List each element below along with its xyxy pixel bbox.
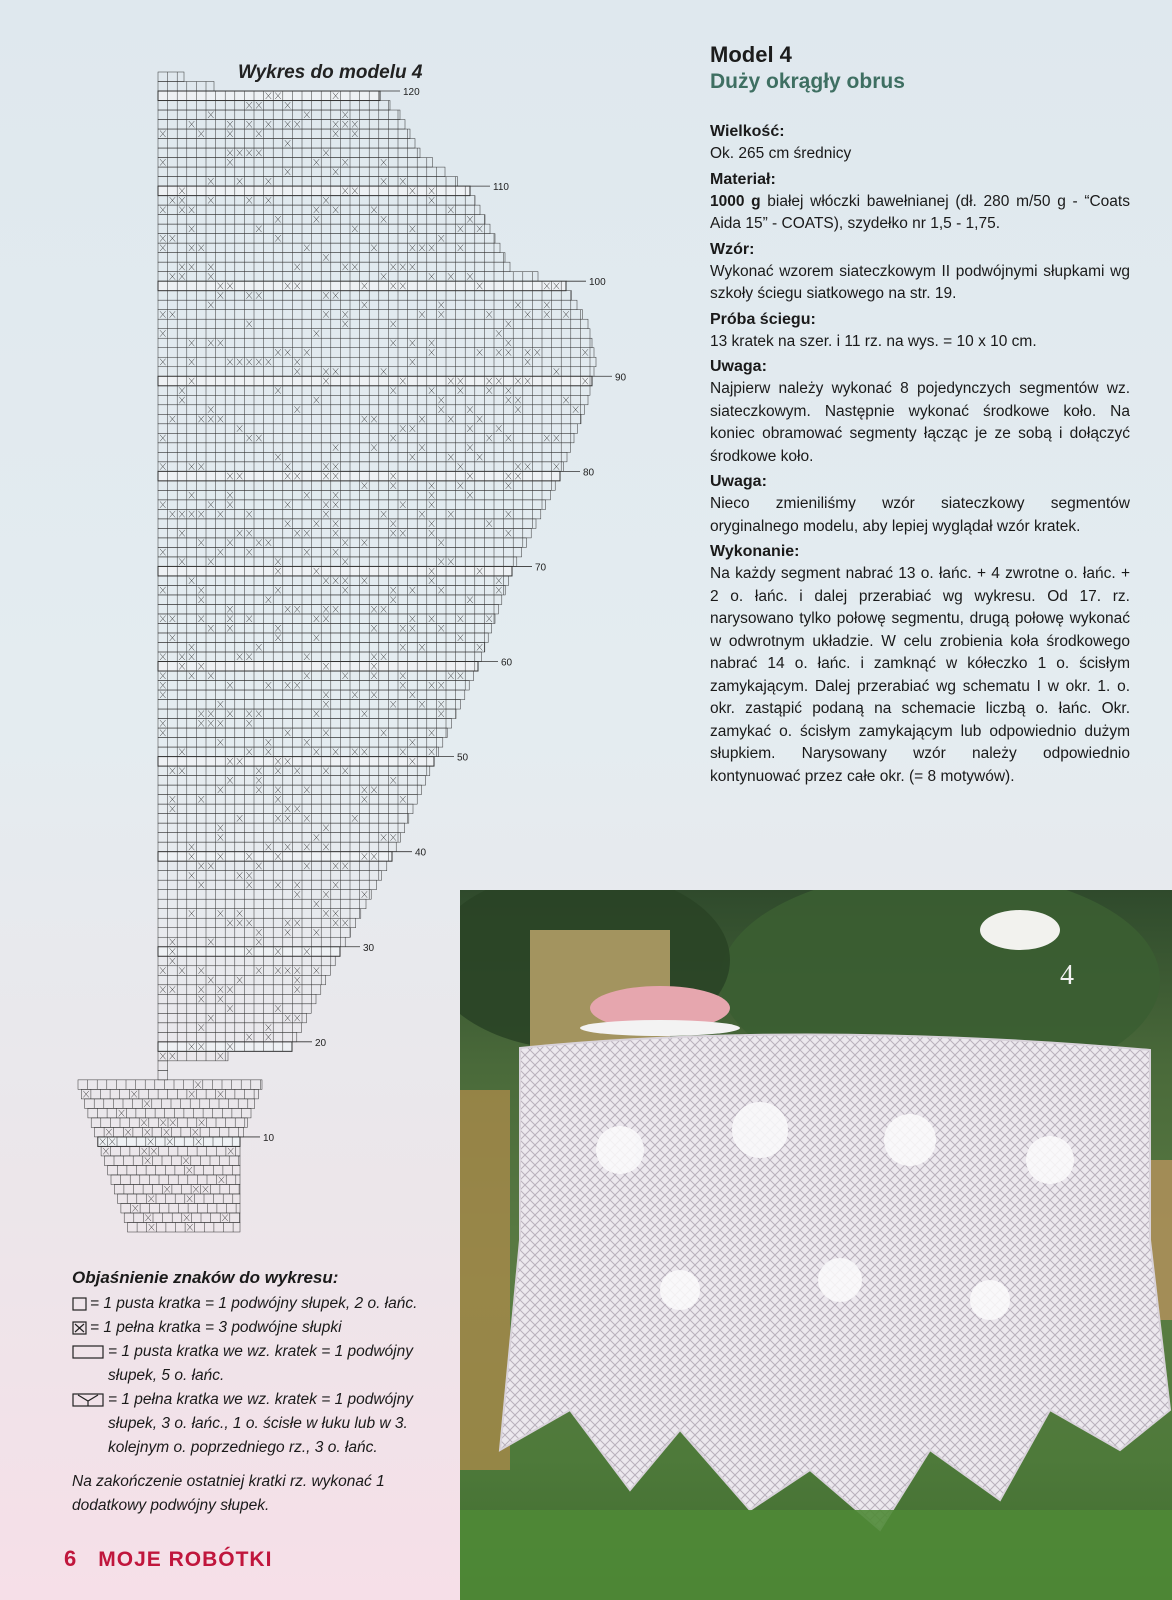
chart-row-cells [168, 795, 408, 805]
section-body-note-2: Nieco zmieniliśmy wzór siateczkowy segmentów oryginalnego modelu, aby lepiej wyglądał wzór kratek. [710, 495, 1130, 535]
chart-row-cells [160, 310, 580, 320]
chart-row-cells [137, 1223, 233, 1233]
chart-row-cells [168, 424, 571, 434]
chart-row-cells [168, 120, 398, 130]
chart-row [158, 833, 400, 843]
filled-square-icon [72, 1321, 88, 1335]
chart-row [158, 376, 592, 386]
article [710, 42, 1130, 790]
chart-row-cells [168, 700, 456, 710]
chart-row [158, 110, 400, 120]
chart-row [158, 956, 335, 966]
chart-row [158, 766, 430, 776]
chart-row-cells [160, 433, 571, 443]
chart-row [158, 490, 550, 500]
chart-row [114, 1184, 240, 1194]
legend-text: = 1 pełna kratka we wz. kratek = 1 podwójny słupek, 3 o. łańc., 1 o. ścisłe w łuku lub w 3. kolejnym o. poprzedniego rz., 3 o. łańc. [108, 1391, 413, 1456]
chart-row-cells [168, 595, 494, 605]
chart-row-cells [168, 605, 494, 615]
chart-row-cells [168, 861, 379, 871]
chart-row-cells [168, 1023, 293, 1033]
chart-row-cells [168, 804, 408, 814]
chart-row [158, 585, 505, 595]
material-text: białej włóczki bawełnianej (dł. 280 m/50 g - “Coats Aida 15” - COATS), szydełko nr 1,5 - 1,75. [710, 192, 1130, 232]
photo-number: 4 [1060, 960, 1074, 991]
legend-note: Na zakończenie ostatniej kratki rz. wykonać 1 dodatkowy podwójny słupek. [72, 1473, 385, 1514]
chart-row-cells [168, 148, 418, 158]
chart-row-cells [168, 110, 398, 120]
chart-row [128, 1222, 241, 1232]
row-label: 100 [589, 277, 606, 289]
section-head-material: Materiał: [710, 170, 776, 188]
chart-row-cells [168, 338, 590, 348]
chart-row-cells [168, 576, 504, 586]
chart-row [158, 985, 321, 995]
section-head-gauge: Próba ściegu: [710, 310, 816, 328]
chart-row [158, 414, 581, 424]
chart-row [158, 101, 390, 111]
chart-row-cells [168, 262, 504, 272]
chart-row-cells [168, 1004, 302, 1014]
chart-row [81, 1089, 258, 1099]
chart-row [158, 681, 469, 691]
chart-row-cells [160, 614, 494, 624]
chart-row [158, 823, 405, 833]
chart-row [158, 424, 578, 434]
chart-row [158, 918, 356, 928]
chart-row-cells [168, 909, 360, 919]
chart-row-cells [168, 272, 533, 282]
chart-row-cells [168, 1013, 302, 1023]
chart-row-cells [168, 167, 437, 177]
chart-row-cells [117, 1165, 232, 1175]
row-label: 10 [263, 1132, 275, 1144]
chart-row [158, 129, 410, 139]
chart-row [158, 310, 583, 320]
legend-item-filled-square [72, 1316, 462, 1340]
chart-row [158, 234, 495, 244]
filled-wide-icon [72, 1393, 106, 1407]
chart-row-cells [168, 471, 552, 481]
chart-row-cells [168, 738, 437, 748]
chart-row [158, 652, 481, 662]
chart-row-cells [168, 443, 562, 453]
chart-row [91, 1118, 247, 1128]
row-label: 110 [493, 182, 509, 194]
chart-row-cells [168, 975, 322, 985]
chart-row-cells [168, 196, 475, 206]
chart-row [158, 785, 421, 795]
chart-row [158, 367, 594, 377]
chart-row [108, 1165, 240, 1175]
chart-row-cells [168, 72, 178, 82]
section-body-size: Ok. 265 cm średnicy [710, 145, 852, 162]
chart-row-cells [168, 300, 571, 310]
chart-row-cells [168, 82, 206, 92]
chart-row-cells [168, 414, 581, 424]
chart-row [158, 614, 495, 624]
chart-row [158, 899, 366, 909]
legend-item-empty-square [72, 1292, 462, 1316]
chart-row [101, 1146, 240, 1156]
chart-row-cells [168, 842, 389, 852]
chart-row [158, 747, 438, 757]
chart-row [158, 386, 590, 396]
chart-row [158, 890, 371, 900]
chart-row-cells [168, 519, 533, 529]
chart-row [158, 120, 405, 130]
chart-row [121, 1203, 240, 1213]
chart-row [158, 776, 426, 786]
section-head-pattern: Wzór: [710, 240, 755, 258]
chart-row-cells [134, 1213, 240, 1223]
chart-row [158, 82, 214, 92]
chart-row [158, 395, 588, 405]
chart-row [158, 861, 387, 871]
chart-row-cells [168, 101, 389, 111]
chart-row-cells [168, 994, 312, 1004]
chart-legend [72, 1268, 462, 1518]
chart-row [158, 272, 538, 282]
chart-row-cells [160, 158, 427, 168]
chart-row-cells [168, 490, 542, 500]
chart-row-cells [168, 557, 514, 567]
chart-row-cells [104, 1127, 238, 1137]
chart-row [78, 1080, 262, 1090]
chart-row-cells [168, 528, 523, 538]
section-head-size: Wielkość: [710, 123, 785, 140]
section-body-material [710, 191, 1130, 236]
chart-row-cells [98, 1108, 242, 1118]
chart-row-cells [168, 1032, 293, 1042]
chart-row-cells [160, 728, 446, 738]
chart-row [158, 196, 475, 206]
chart-row-cells [168, 538, 523, 548]
chart-row [158, 462, 564, 472]
chart-row [158, 481, 555, 491]
chart-row [158, 937, 345, 947]
chart-row [158, 224, 490, 234]
chart-row [158, 538, 526, 548]
chart-row-cells [168, 747, 437, 757]
chart-row-cells [160, 966, 321, 976]
chart-row [158, 1013, 306, 1023]
chart-row-cells [83, 1089, 254, 1099]
chart-row [158, 633, 488, 643]
chart-row-cells [114, 1156, 239, 1166]
chart-row-cells [168, 776, 418, 786]
chart-row [158, 443, 571, 453]
section-head-note-2: Uwaga: [710, 473, 767, 490]
chart-row [158, 842, 396, 852]
chart-row-cells [168, 890, 370, 900]
chart-row [158, 1051, 228, 1061]
chart-row [158, 500, 546, 510]
model-subtitle: Duży okrągły obrus [710, 70, 905, 93]
chart-row [158, 1061, 168, 1071]
chart-row [158, 595, 502, 605]
empty-square-icon [72, 1297, 88, 1311]
row-label: 120 [403, 87, 420, 99]
material-weight: 1000 g [710, 192, 761, 210]
legend-item-filled-wide [72, 1388, 462, 1460]
chart-row-cells [168, 928, 350, 938]
chart-row-cells [160, 243, 494, 253]
chart-row-cells [168, 452, 562, 462]
chart-row [158, 576, 509, 586]
chart-row [158, 738, 443, 748]
model-title: Model 4 [710, 42, 792, 67]
chart-row [158, 452, 567, 462]
chart-row-cells [168, 624, 485, 634]
chart-row-cells [103, 1146, 235, 1156]
magazine-name: MOJE ROBÓTKI [98, 1548, 273, 1571]
chart-row [158, 1070, 168, 1080]
tablecloth-photo-illustration [460, 890, 1172, 1600]
chart-row [118, 1194, 240, 1204]
chart-row-cells [131, 1204, 237, 1214]
chart-row [158, 671, 474, 681]
section-head-execution: Wykonanie: [710, 543, 800, 560]
chart-row-cells [124, 1185, 239, 1195]
page-footer [64, 1546, 272, 1572]
chart-row-cells [168, 291, 571, 301]
chart-row [124, 1213, 240, 1223]
chart-row [158, 1032, 297, 1042]
chart-row-cells [168, 319, 581, 329]
row-label: 60 [501, 657, 513, 669]
row-label: 90 [615, 372, 627, 384]
chart-row-cells [168, 880, 370, 890]
chart-row [158, 405, 585, 415]
chart-row-cells [160, 671, 465, 681]
section-body-execution: Na każdy segment nabrać 13 o. łańc. + 4 zwrotne o. łańc. + 2 o. łańc. i dalej przerabiać wg wykresu. Od 17. rz. narysowano tylko połowę segmentu, drugą połowę wykonać w odwrotnym układzie. W celu zrobienia koła środkowego nabrać 14 o. łańc. i zamknąć w kółeczko 1 o. ścisłym zamykającym. Dalej przerabiać wg schematu I w okr. 1. o. okr. zastąpić podaną na schemacie liczbą o. łańc. Okr. zamykać o. ścisłym zamykającym lub odpowiednio dużym słupkiem. Narysowany wzór należy odpowiednio kontynuować przez całe okr. (= 8 motywów). [710, 565, 1130, 785]
chart-row-cells [160, 681, 465, 691]
chart-row [158, 1023, 302, 1033]
chart-row [158, 329, 590, 339]
chart-row [158, 471, 560, 481]
chart-row-cells [160, 585, 504, 595]
chart-row-cells [160, 205, 475, 215]
chart-row [158, 566, 512, 576]
chart-row-cells [168, 405, 581, 415]
chart-row [158, 852, 392, 862]
chart-row-cells [160, 357, 590, 367]
chart-row-cells [160, 690, 456, 700]
chart-row [158, 300, 577, 310]
chart-row [98, 1137, 240, 1147]
chart-row-cells [160, 129, 408, 139]
chart-row-cells [160, 329, 580, 339]
chart-row [158, 757, 434, 767]
chart-row [158, 348, 594, 358]
chart-row-cells [168, 395, 581, 405]
chart-row [158, 880, 376, 890]
tablecloth-photo [460, 890, 1172, 1600]
chart-row-cells [168, 643, 485, 653]
chart-row-cells [127, 1194, 233, 1204]
chart-row-cells [168, 215, 485, 225]
legend-text: = 1 pusta kratka we wz. kratek = 1 podwójny słupek, 5 o. łańc. [108, 1343, 413, 1384]
chart-row [158, 186, 470, 196]
row-label: 20 [315, 1037, 327, 1049]
section-body-pattern: Wykonać wzorem siateczkowym II podwójnymi słupkami wg szkoły ściegu siatkowego na str. 19. [710, 262, 1130, 302]
chart-row-cells [168, 899, 360, 909]
chart-row-cells [168, 633, 485, 643]
chart-row-cells [168, 785, 418, 795]
row-label: 80 [583, 467, 595, 479]
legend-text: = 1 pełna kratka = 3 podwójne słupki [90, 1319, 342, 1336]
chart-row-cells [168, 177, 456, 187]
chart-row-cells [168, 481, 552, 491]
chart-row-cells [160, 462, 561, 472]
section-body-gauge: 13 kratek na szer. i 11 rz. na wys. = 10 x 10 cm. [710, 332, 1037, 350]
row-label: 40 [415, 847, 427, 859]
chart-row [158, 281, 566, 291]
chart-row-cells [168, 709, 456, 719]
chart-row [158, 243, 500, 253]
chart-row [158, 700, 460, 710]
chart-row [158, 519, 536, 529]
chart-row-cells [168, 253, 504, 263]
chart-row [158, 709, 456, 719]
chart-row-cells [160, 500, 542, 510]
row-label: 50 [457, 752, 469, 764]
chart-row-cells [168, 937, 341, 947]
chart-row-cells [160, 652, 475, 662]
legend-item-empty-wide [72, 1340, 462, 1388]
chart-row-cells [168, 348, 590, 358]
chart-row [158, 623, 492, 633]
chart-row-cells [168, 814, 408, 824]
chart-row [158, 291, 572, 301]
chart-row-cells [88, 1080, 261, 1090]
chart-row-cells [168, 224, 485, 234]
chart-row [158, 167, 445, 177]
chart-row-cells [101, 1118, 245, 1128]
chart-row [158, 177, 458, 187]
chart-row [85, 1099, 255, 1109]
chart-row-cells [168, 139, 408, 149]
chart-row-cells [168, 766, 427, 776]
chart-row [158, 604, 498, 614]
section-body-note-1: Najpierw należy wykonać 8 pojedynczych segmentów wz. siateczkowym. Następnie wykonać środkowe koło. Na koniec obramować segmenty łącząc je ze sobą i dołączyć środkowe koło. [710, 380, 1130, 465]
chart-row [158, 253, 505, 263]
chart-row-cells [168, 386, 581, 396]
section-head-note-1: Uwaga: [710, 358, 767, 375]
chart-row-cells [168, 833, 398, 843]
chart-row [158, 528, 531, 538]
chart-row [158, 814, 409, 824]
chart-row-cells [168, 367, 590, 377]
chart-row [158, 215, 485, 225]
chart-row [158, 72, 184, 82]
chart-row [158, 975, 326, 985]
chart-row [158, 795, 417, 805]
page-number: 6 [64, 1546, 77, 1571]
chart-row [158, 557, 517, 567]
chart-title: Wykres do modelu 4 [238, 62, 423, 83]
chart-row-cells [160, 719, 446, 729]
legend-title: Objaśnienie znaków do wykresu: [72, 1268, 339, 1287]
chart-row-cells [121, 1175, 236, 1185]
chart-row-cells [168, 509, 533, 519]
row-label: 70 [535, 562, 547, 574]
empty-wide-icon [72, 1345, 106, 1359]
chart-row-cells [168, 956, 331, 966]
chart-row [88, 1108, 251, 1118]
chart-row-cells [160, 234, 494, 244]
chart-row [158, 547, 522, 557]
chart-row-cells [168, 918, 350, 928]
chart-row [158, 158, 433, 168]
chart-row-cells [168, 871, 379, 881]
chart-row-cells [94, 1099, 248, 1109]
row-label: 30 [363, 942, 375, 954]
chart-row [158, 319, 588, 329]
chart-row-cells [168, 823, 398, 833]
chart-row [158, 728, 447, 738]
chart-row [158, 909, 361, 919]
chart-row [158, 148, 420, 158]
legend-text: = 1 pusta kratka = 1 podwójny słupek, 2 o. łańc. [90, 1295, 418, 1312]
chart-row [158, 433, 574, 443]
chart-row-cells [160, 547, 513, 557]
chart-row-cells [160, 985, 312, 995]
chart-row [158, 91, 380, 101]
chart-row-cells [160, 1051, 225, 1061]
